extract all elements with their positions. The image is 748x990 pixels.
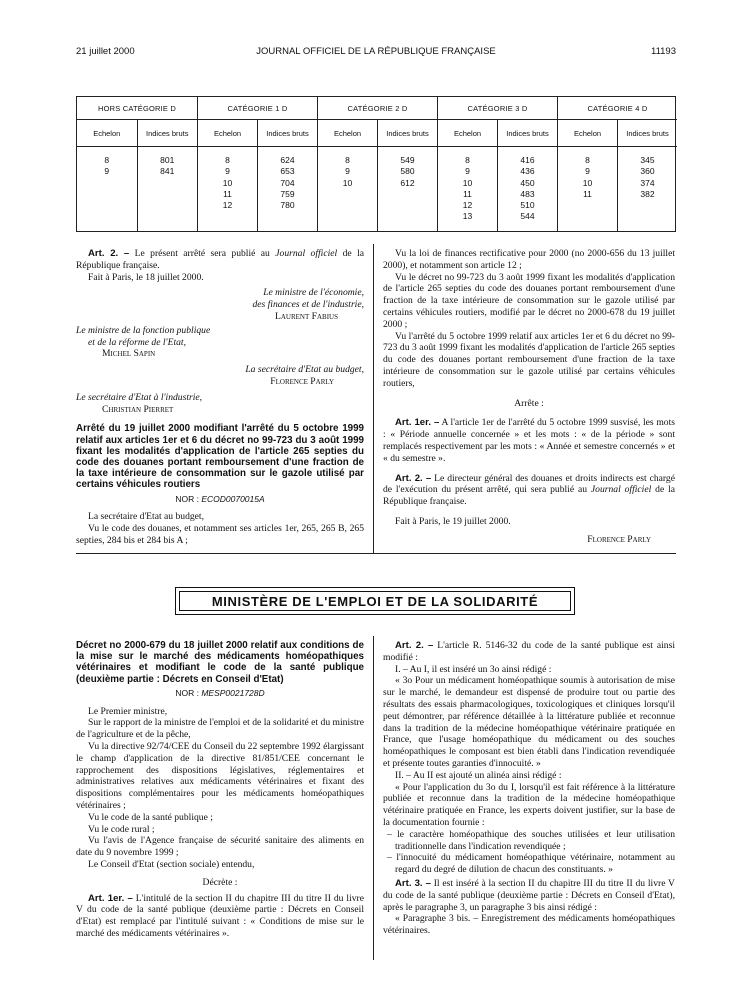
section-rule xyxy=(76,553,676,554)
table-group-header: CATÉGORIE 4 D xyxy=(558,97,677,120)
table-cell: 11 xyxy=(463,188,472,199)
indices-column xyxy=(137,147,198,231)
table-cell: 9 xyxy=(345,166,350,177)
table-cell: 13 xyxy=(462,211,473,222)
signatory-role: des finances et de l'industrie, xyxy=(252,299,364,311)
table-cell: 9 xyxy=(225,166,230,177)
echelon-column xyxy=(198,147,257,231)
paragraph: Vu le code rural ; xyxy=(88,823,155,835)
table-cell: 653 xyxy=(280,166,295,177)
table-group xyxy=(317,97,437,231)
table-cell: 544 xyxy=(520,211,535,222)
table-cell: 9 xyxy=(104,166,110,177)
table-group-header: HORS CATÉGORIE D xyxy=(77,97,197,120)
nor-reference: NOR : ECOD0070015A xyxy=(175,493,265,504)
table-group-header: CATÉGORIE 1 D xyxy=(198,97,317,120)
paragraph: Le Conseil d'Etat (section sociale) entendu, xyxy=(88,858,255,870)
table-group-header: CATÉGORIE 2 D xyxy=(318,97,437,120)
table-cell: 510 xyxy=(520,200,535,211)
table-column-header: Echelon xyxy=(93,128,121,138)
table-subheader xyxy=(558,120,677,147)
table-cell: 612 xyxy=(400,177,415,188)
table-column-header: Indices bruts xyxy=(497,120,557,146)
paragraph: Vu le code des douanes, et notamment ses articles 1er, 265, 265 B, 265 septies, 284 bis et 284 bis A ; xyxy=(76,523,364,546)
table-cell: 483 xyxy=(520,188,535,199)
fait-a-paris: Fait à Paris, le 19 juillet 2000. xyxy=(395,515,511,527)
table-cell: 759 xyxy=(280,188,295,199)
right-column-bottom xyxy=(383,640,675,937)
table-column-header: Indices bruts xyxy=(257,120,317,146)
paragraph: Le Premier ministre, xyxy=(88,705,168,717)
signatory-role: et de la réforme de l'Etat, xyxy=(88,336,186,348)
bullet-item: – le caractère homéopathique des souches utilisées et leur utilisation traditionnelle dans l'indication revendiquée ; xyxy=(387,828,675,852)
signatory-role: Le ministre de la fonction publique xyxy=(76,324,211,336)
column-divider-bottom xyxy=(373,636,374,960)
arrete-heading: Arrête : xyxy=(514,397,544,409)
table-cell: 10 xyxy=(582,177,593,188)
indices-column xyxy=(377,147,437,231)
table-column-header: Indices bruts xyxy=(137,120,198,146)
table-cell: 10 xyxy=(222,177,233,188)
table-cell: 580 xyxy=(400,166,415,177)
table-group xyxy=(557,97,677,231)
article-2: Art. 2. – Le directeur général des douanes et droits indirects est chargé de l'exécution du présent arrêté, qui sera publié au Journal officiel de la République française. xyxy=(383,472,676,508)
table-column-header: Echelon xyxy=(213,128,242,138)
table-cell: 12 xyxy=(462,200,473,211)
echelon-column xyxy=(558,147,617,231)
table-cell: 9 xyxy=(465,166,470,177)
table-group xyxy=(77,97,197,231)
header-date: 21 juillet 2000 xyxy=(76,46,135,57)
paragraph: Sur le rapport de la ministre de l'emploi et de la solidarité et du ministre de l'agriculture et de la pêche, xyxy=(76,717,364,741)
quote: « 3o Pour un médicament homéopathique soumis à autorisation de mise sur le marché, le demandeur est dispensé de produire tout ou partie des résultats des essais pharmacologiques, toxicologiques et cliniques lorsqu'il peut démontrer, par référence détaillée à la littérature publiée et reconnue dans la tradition de la médecine homéopathique vétérinaire pratiquée en France, que l'usage homéopathique du médicament ou des souches homéopathiques le composant est bien établi dans l'indication revendiquée et présente toutes garanties d'innocuité. » xyxy=(383,675,675,769)
left-column-top xyxy=(76,248,364,547)
table-cell: 801 xyxy=(160,155,175,165)
table-column-header: Indices bruts xyxy=(617,120,677,146)
table-cell: 780 xyxy=(280,200,295,211)
table-cell: 11 xyxy=(223,188,232,199)
left-column-bottom xyxy=(76,640,364,940)
signatory-name: Florence Parly xyxy=(587,533,651,545)
article-1: Art. 1er. – L'intitulé de la section II du chapitre III du titre II du livre V du code de la santé publique (deuxième partie : Décrets en Conseil d'Etat) est remplacé par l'intitulé suivant : « Conditions de mise sur le marché des médicaments vétérinaires ». xyxy=(76,892,364,939)
signatory-name: Florence Parly xyxy=(270,375,334,387)
table-cell: 8 xyxy=(225,155,230,165)
paragraph: II. – Au II est ajouté un alinéa ainsi rédigé : xyxy=(395,769,562,781)
table-cell: 416 xyxy=(520,155,535,165)
table-cell: 374 xyxy=(640,177,655,188)
decret-title: Décret no 2000-679 du 18 juillet 2000 relatif aux conditions de la mise sur le marché des médicaments homéopathiques vétérinaires et modifiant le code de la santé publique (deuxième partie : Décrets en Conseil d'Etat) xyxy=(76,640,364,685)
table-cell: 382 xyxy=(640,188,655,199)
paragraph: La secrétaire d'Etat au budget, xyxy=(88,511,204,523)
table-cell: 10 xyxy=(342,177,353,188)
article-3: Art. 3. – Il est inséré à la section II du chapitre III du titre II du livre V du code de la santé publique (deuxième partie : Décrets en Conseil d'Etat), après le paragraphe 3, un paragraphe 3 bis ainsi rédigé : xyxy=(383,877,675,913)
nor-reference: NOR : MESP0021728D xyxy=(175,687,265,698)
table-cell: 841 xyxy=(160,166,175,177)
table-group-header: CATÉGORIE 3 D xyxy=(438,97,557,120)
signatory-name: Laurent Fabius xyxy=(275,310,338,322)
echelon-column xyxy=(318,147,377,231)
table-subheader xyxy=(198,120,317,147)
journal-title: JOURNAL OFFICIEL DE LA RÉPUBLIQUE FRANÇAISE xyxy=(256,46,496,57)
bullet-item: – l'innocuité du médicament homéopathique vétérinaire, notamment au regard du degré de dilution de chacun des constituants. » xyxy=(387,852,675,876)
table-column-header: Echelon xyxy=(453,128,482,138)
ministry-banner-text: MINISTÈRE DE L'EMPLOI ET DE LA SOLIDARITÉ xyxy=(179,591,571,611)
signatory-role: Le ministre de l'économie, xyxy=(263,287,364,299)
table-cell: 8 xyxy=(585,155,590,165)
quote: « Pour l'application du 3o du I, lorsqu'il est fait référence à la littérature publiée et reconnue dans la tradition de la médecine homéopathique vétérinaire pratiquée en France, les experts doivent justifier, sur la base de la documentation fournie : xyxy=(383,781,675,828)
table-cell: 8 xyxy=(104,155,110,165)
salary-table xyxy=(76,96,676,232)
paragraph: Vu le code de la santé publique ; xyxy=(88,811,213,823)
quote: « Paragraphe 3 bis. – Enregistrement des médicaments homéopathiques vétérinaires. xyxy=(383,913,675,937)
fait-a-paris: Fait à Paris, le 18 juillet 2000. xyxy=(88,271,204,283)
arrete-title: Arrêté du 19 juillet 2000 modifiant l'arrêté du 5 octobre 1999 relatif aux articles 1er et 6 du décret no 99-723 du 3 août 1999 fixant les modalités d'application de l'article 265 septies du code des douanes portant remboursement d'une fraction de la taxe intérieure de consommation sur le gazole utilisé par certains véhicules routiers xyxy=(76,423,364,491)
column-divider-top xyxy=(373,244,374,553)
paragraph: Vu l'arrêté du 5 octobre 1999 relatif aux articles 1er et 6 du décret no 99-723 du 3 août 1999 fixant les modalités d'application de l'article 265 septies du code des douanes portant remboursement d'une fraction de la taxe intérieure de consommation sur le gazole utilisé par certains véhicules routiers, xyxy=(383,330,675,389)
indices-column xyxy=(257,147,317,231)
article-2: Art. 2. – Le présent arrêté sera publié au Journal officiel de la République française. xyxy=(76,248,364,271)
signatory-role: La secrétaire d'Etat au budget, xyxy=(245,364,364,376)
ministry-banner xyxy=(175,587,575,615)
paragraph: Vu la loi de finances rectificative pour 2000 (no 2000-656 du 13 juillet 2000), et notamment son article 12 ; xyxy=(383,248,675,271)
paragraph: Vu le décret no 99-723 du 3 août 1999 fixant les modalités d'application de l'article 265 septies du code des douanes portant remboursement d'une fraction de la taxe intérieure de consommation sur le gazole utilisé par certains véhicules routiers, modifié par le décret no 2000-678 du 19 juillet 2000 ; xyxy=(383,271,675,330)
table-cell: 549 xyxy=(400,155,415,165)
paragraph: Vu la directive 92/74/CEE du Conseil du 22 septembre 1992 élargissant le champ d'application de la directive 81/851/CEE concernant le rapprochement des dispositions législatives, réglementaires et administratives relatives aux médicaments vétérinaires et fixant des dispositions complémentaires pour les médicaments homéopathiques vétérinaires ; xyxy=(76,741,364,811)
table-cell: 10 xyxy=(462,177,473,188)
paragraph: Vu l'avis de l'Agence française de sécurité sanitaire des aliments en date du 9 novembre 1999 ; xyxy=(76,835,364,859)
article-1: Art. 1er. – A l'article 1er de l'arrêté du 5 octobre 1999 susvisé, les mots : « Période annuelle concernée » et les mots : « de la période » sont remplacés respectivement par les mots : « Année et semestre concernés » et « du semestre ». xyxy=(383,417,675,464)
table-cell: 9 xyxy=(585,166,590,177)
signatory-role: Le secrétaire d'Etat à l'industrie, xyxy=(76,391,203,403)
table-subheader xyxy=(318,120,437,147)
table-cell: 360 xyxy=(640,166,655,177)
table-cell: 12 xyxy=(222,200,233,211)
table-subheader xyxy=(77,120,197,147)
echelon-column xyxy=(438,147,497,231)
table-cell: 8 xyxy=(345,155,350,165)
table-column-header: Indices bruts xyxy=(377,120,437,146)
table-subheader xyxy=(438,120,557,147)
table-group xyxy=(197,97,317,231)
signatory-name: Michel Sapin xyxy=(102,348,156,360)
table-cell: 624 xyxy=(280,155,295,165)
indices-column xyxy=(497,147,557,231)
paragraph: I. – Au I, il est inséré un 3o ainsi rédigé : xyxy=(395,663,552,675)
signatory-name: Christian Pierret xyxy=(102,403,174,415)
table-cell: 8 xyxy=(465,155,470,165)
table-cell: 436 xyxy=(520,166,535,177)
table-cell: 450 xyxy=(520,177,535,188)
table-cell: 11 xyxy=(583,188,592,199)
table-cell: 345 xyxy=(640,155,655,165)
article-2: Art. 2. – L'article R. 5146-32 du code de la santé publique est ainsi modifié : xyxy=(383,640,675,663)
table-cell: 704 xyxy=(280,177,295,188)
indices-column xyxy=(617,147,677,231)
table-column-header: Echelon xyxy=(333,128,362,138)
page-number: 11193 xyxy=(650,46,676,57)
right-column-top xyxy=(383,248,675,546)
table-group xyxy=(437,97,557,231)
decrete-heading: Décrète : xyxy=(202,876,238,888)
echelon-column xyxy=(77,147,137,231)
table-column-header: Echelon xyxy=(573,128,602,138)
